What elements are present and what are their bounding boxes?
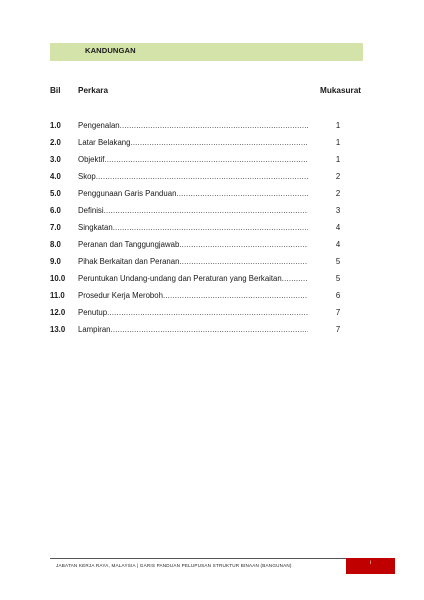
toc-page-number: 5 [335,274,341,283]
toc-label: Singkatan [78,223,113,232]
toc-row[interactable] [50,138,350,155]
header-mukasurat: Mukasurat [320,86,361,95]
toc-leader [78,291,308,300]
toc-number: 13.0 [50,325,66,334]
toc-label: Latar Belakang [78,138,131,147]
title-band [50,43,363,61]
toc-row[interactable] [50,240,350,257]
toc-row[interactable] [50,155,350,172]
toc-label: Peranan dan Tanggungjawab [78,240,180,249]
toc-leader [78,257,308,266]
toc-leader [78,206,308,215]
toc-row[interactable] [50,223,350,240]
toc-number: 7.0 [50,223,61,232]
toc-row[interactable] [50,172,350,189]
toc-page-number: 1 [335,138,341,147]
toc-number: 11.0 [50,291,65,300]
toc-page-number: 4 [335,223,341,232]
toc-number: 4.0 [50,172,61,181]
toc-number: 2.0 [50,138,61,147]
toc-number: 10.0 [50,274,66,283]
toc-leader [78,155,308,164]
toc-label: Definisi [78,206,104,215]
toc-leader [78,121,308,130]
toc-label: Pihak Berkaitan dan Peranan [78,257,180,266]
toc-leader [78,189,308,198]
header-bil: Bil [50,86,61,95]
toc-row[interactable] [50,274,350,291]
toc-number: 3.0 [50,155,61,164]
footer-text: JABATAN KERJA RAYA, MALAYSIA | GARIS PANDUAN PELUPUSAN STRUKTUR BINAAN (BANGUNAN) [56,563,292,568]
toc-page-number: 4 [335,240,341,249]
toc-row[interactable] [50,325,350,342]
header-perkara: Perkara [78,86,109,95]
footer-page-number: i [346,558,395,574]
toc-number: 8.0 [50,240,61,249]
toc-page-number: 1 [335,121,341,130]
toc-row[interactable] [50,308,350,325]
toc-row[interactable] [50,206,350,223]
toc-page-number: 7 [335,325,341,334]
toc-label: Peruntukan Undang-undang dan Peraturan yang Berkaitan [78,274,282,283]
toc-label: Penggunaan Garis Panduan [78,189,177,198]
toc-number: 12.0 [50,308,66,317]
toc-leader [78,274,308,283]
toc-page-number: 3 [335,206,341,215]
page-title: KANDUNGAN [85,46,136,55]
toc-number: 9.0 [50,257,61,266]
toc-row[interactable] [50,121,350,138]
toc-page-number: 7 [335,308,341,317]
toc-label: Skop [78,172,96,181]
toc-page-number: 6 [335,291,341,300]
toc-leader [78,223,308,232]
toc-row[interactable] [50,257,350,274]
toc-page-number: 2 [335,172,341,181]
toc-label: Prosedur Kerja Meroboh [78,291,163,300]
toc-label: Lampiran [78,325,111,334]
toc-label: Penutup [78,308,108,317]
toc-leader [78,240,308,249]
toc-number: 6.0 [50,206,61,215]
toc-leader [78,325,308,334]
toc-leader [78,308,308,317]
toc-label: Pengenalan [78,121,120,130]
toc-label: Objektif [78,155,105,164]
toc-row[interactable] [50,291,350,308]
toc-page-number: 1 [335,155,341,164]
toc-number: 1.0 [50,121,61,130]
toc-leader [78,138,308,147]
table-of-contents [50,121,350,342]
toc-row[interactable] [50,189,350,206]
toc-leader [78,172,308,181]
footer-divider [50,558,395,559]
toc-page-number: 5 [335,257,341,266]
toc-number: 5.0 [50,189,61,198]
toc-page-number: 2 [335,189,341,198]
